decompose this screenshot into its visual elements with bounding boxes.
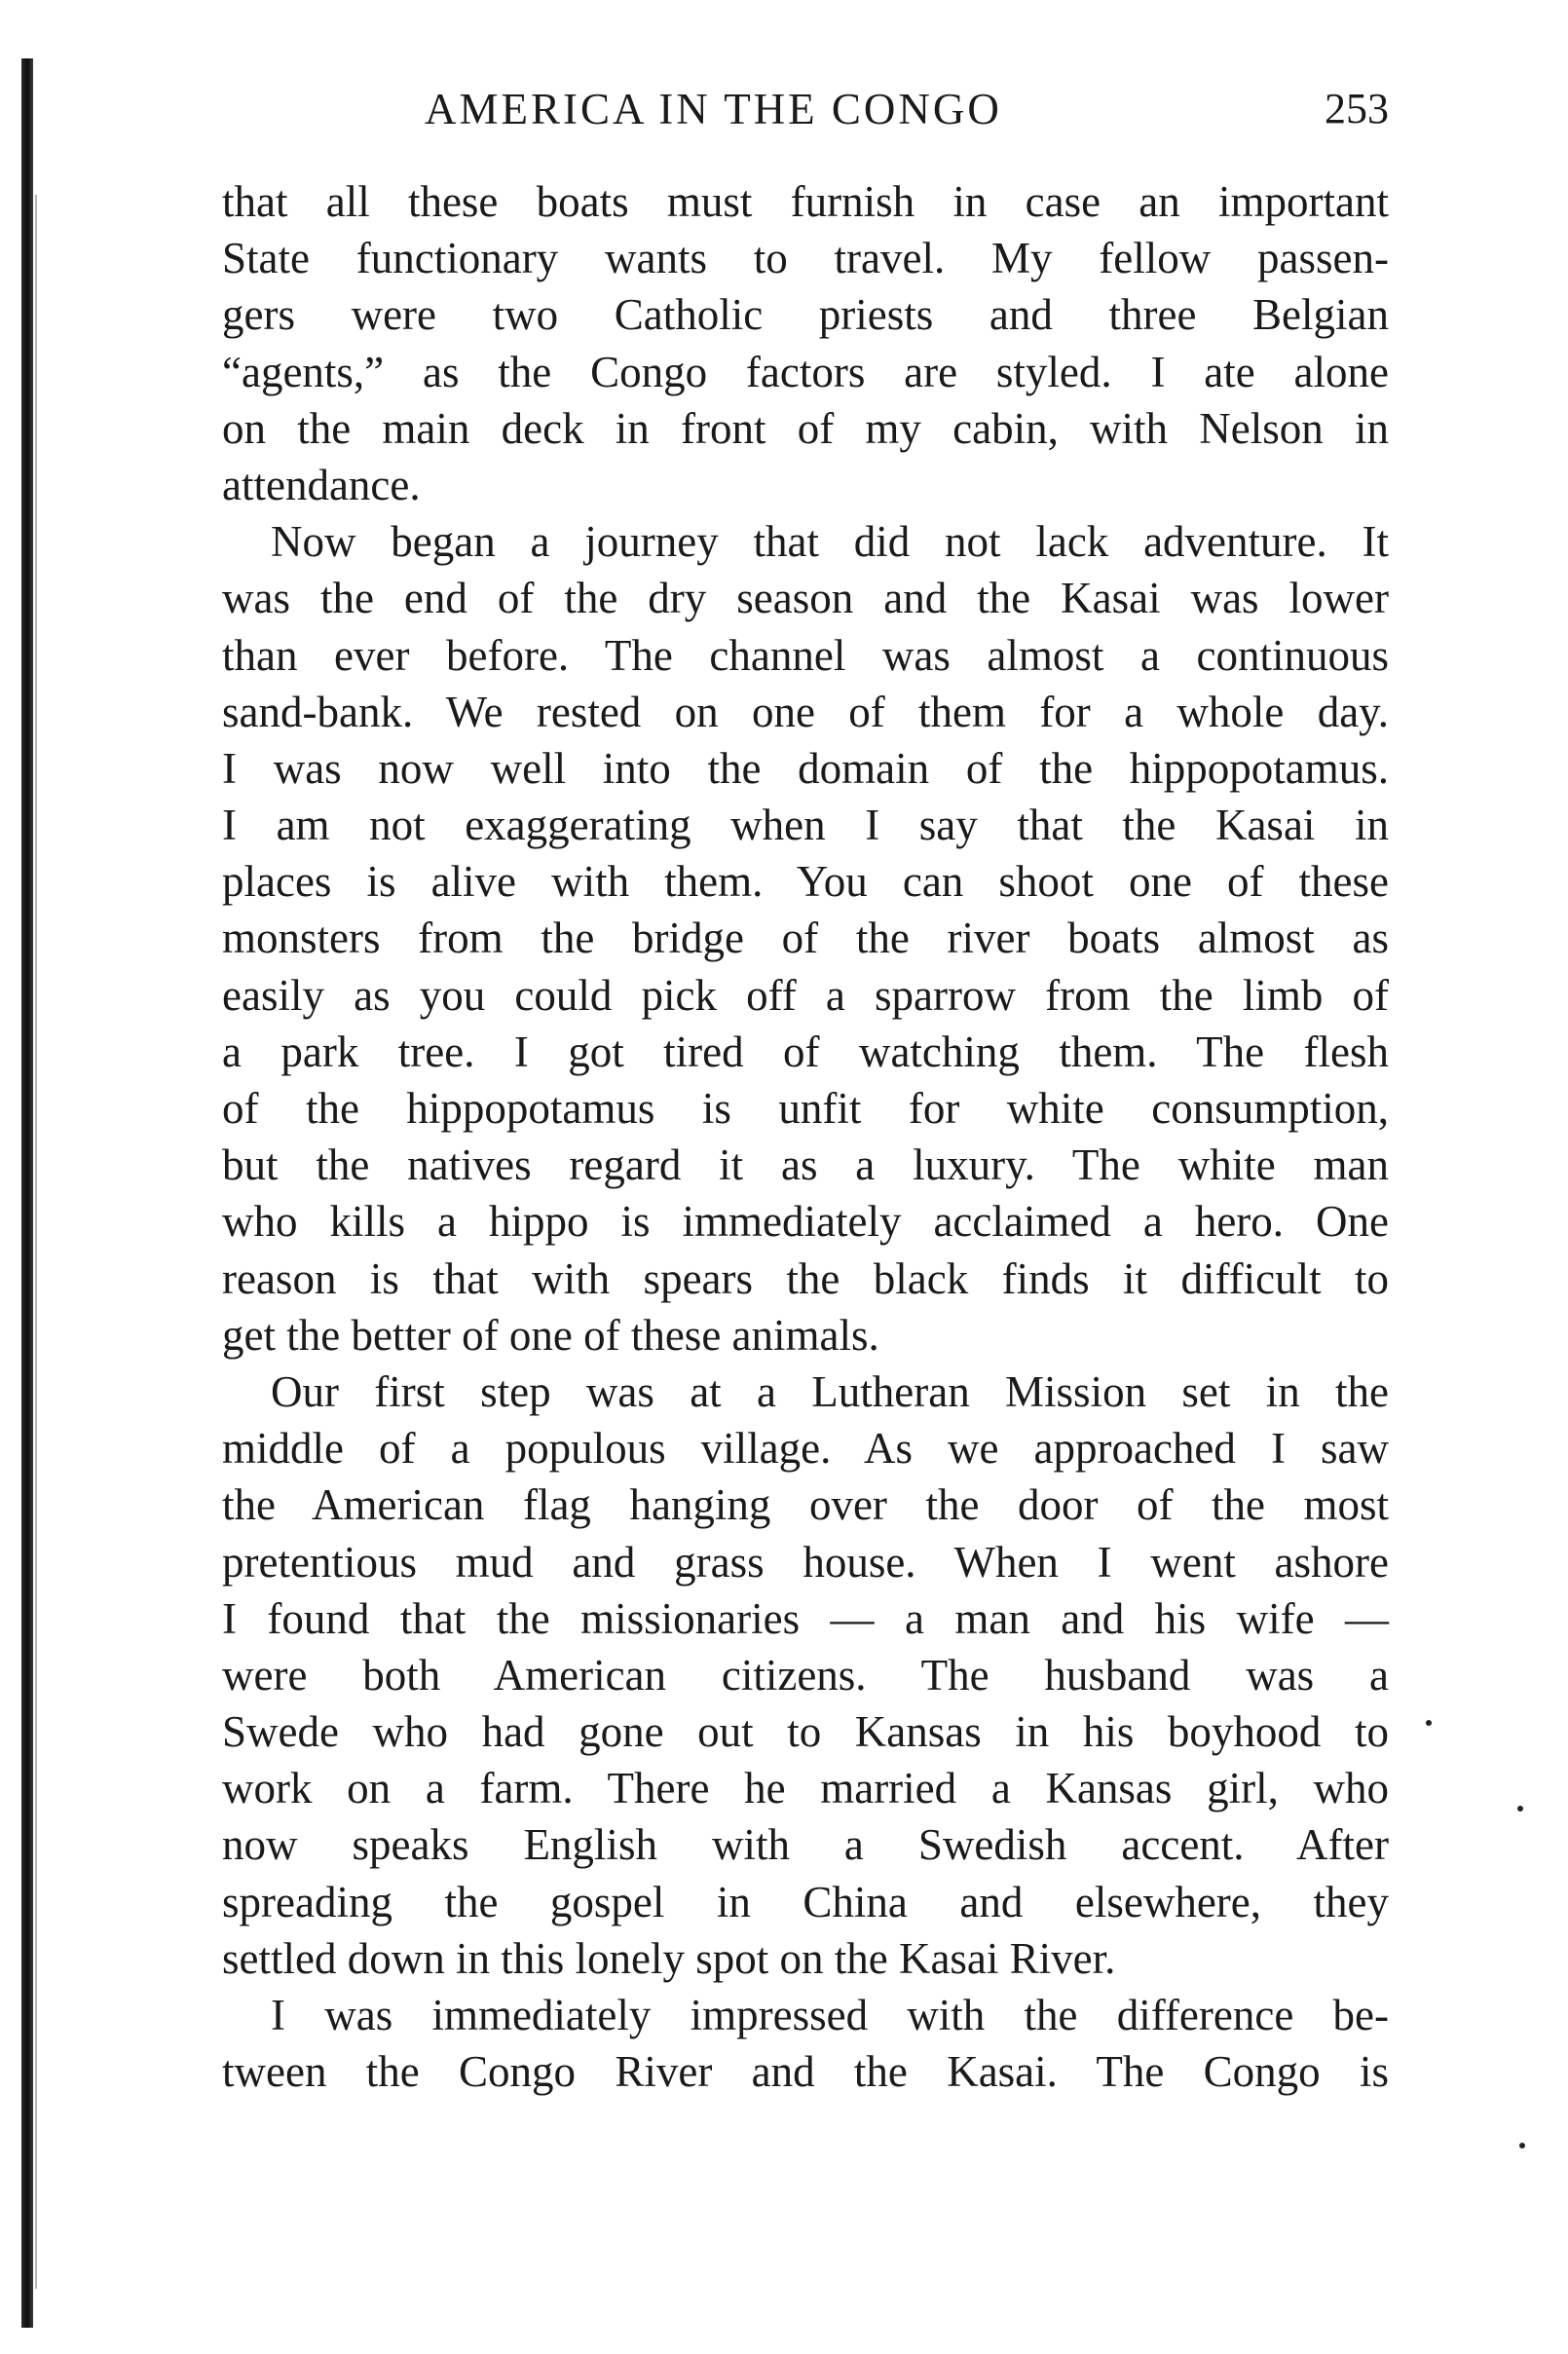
text-line: middle of a populous village. As we approached I saw bbox=[222, 1424, 1389, 1474]
text-line: that all these boats must furnish in case an important bbox=[222, 177, 1389, 226]
ink-speck bbox=[1426, 1720, 1432, 1726]
text-line: Now began a journey that did not lack adventure. It bbox=[271, 517, 1389, 567]
text-line: attendance. bbox=[222, 460, 421, 509]
text-line: reason is that with spears the black finds it difficult to bbox=[222, 1253, 1389, 1303]
text-line: monsters from the bridge of the river boats almost as bbox=[222, 914, 1389, 963]
running-title: AMERICA IN THE CONGO bbox=[425, 85, 1002, 133]
text-line: I was immediately impressed with the difference be- bbox=[271, 1991, 1389, 2039]
text-line: gers were two Catholic priests and three Belgian bbox=[222, 290, 1389, 340]
text-line: who kills a hippo is immediately acclaimed a hero. One bbox=[222, 1197, 1389, 1247]
text-line: pretentious mud and grass house. When I went ashore bbox=[222, 1537, 1389, 1587]
text-line: spreading the gospel in China and elsewhere, they bbox=[222, 1877, 1389, 1926]
text-line: the American flag hanging over the door of the most bbox=[222, 1480, 1389, 1530]
paragraph-4 bbox=[222, 1987, 1389, 2100]
text-line: State functionary wants to travel. My fellow passen- bbox=[222, 234, 1389, 283]
page-header bbox=[222, 84, 1389, 152]
text-line: were both American citizens. The husband was a bbox=[222, 1650, 1389, 1700]
binding-shadow-line bbox=[35, 195, 37, 2289]
text-line: I found that the missionaries — a man and his wife — bbox=[222, 1593, 1389, 1643]
text-line: now speaks English with a Swedish accent. After bbox=[222, 1820, 1389, 1870]
text-line: sand-bank. We rested on one of them for a whole day. bbox=[222, 687, 1389, 736]
text-line: was the end of the dry season and the Kasai was lower bbox=[222, 574, 1389, 623]
text-line: work on a farm. There he married a Kansas girl, who bbox=[222, 1764, 1389, 1813]
text-line: Swede who had gone out to Kansas in his boyhood to bbox=[222, 1707, 1389, 1757]
page-number: 253 bbox=[1325, 85, 1389, 132]
text-line: settled down in this lonely spot on the Kasai River. bbox=[222, 1933, 1116, 1983]
text-line: places is alive with them. You can shoot one of these bbox=[222, 857, 1389, 907]
paragraph-3 bbox=[222, 1364, 1389, 1987]
text-line: a park tree. I got tired of watching them. The flesh bbox=[222, 1027, 1389, 1076]
text-line: tween the Congo River and the Kasai. The Congo is bbox=[222, 2047, 1389, 2097]
text-line: on the main deck in front of my cabin, with Nelson in bbox=[222, 403, 1389, 453]
body-text bbox=[222, 173, 1389, 2100]
text-line: but the natives regard it as a luxury. The white man bbox=[222, 1140, 1389, 1190]
paragraph-2 bbox=[222, 513, 1389, 1364]
text-line: I was now well into the domain of the hippopotamus. bbox=[222, 743, 1389, 793]
ink-speck bbox=[1519, 2143, 1525, 2148]
text-line: Our first step was at a Lutheran Mission set in the bbox=[271, 1366, 1389, 1416]
text-line: “agents,” as the Congo factors are styled. I ate alone bbox=[222, 347, 1389, 396]
ink-speck bbox=[1517, 1806, 1523, 1812]
book-binding-edge bbox=[21, 58, 33, 2328]
text-line: get the better of one of these animals. bbox=[222, 1310, 879, 1360]
text-line: I am not exaggerating when I say that the Kasai in bbox=[222, 801, 1389, 850]
text-line: of the hippopotamus is unfit for white consumption, bbox=[222, 1084, 1389, 1133]
paragraph-1 bbox=[222, 173, 1389, 513]
text-line: than ever before. The channel was almost a continuous bbox=[222, 630, 1389, 680]
text-line: easily as you could pick off a sparrow from the limb of bbox=[222, 970, 1389, 1020]
